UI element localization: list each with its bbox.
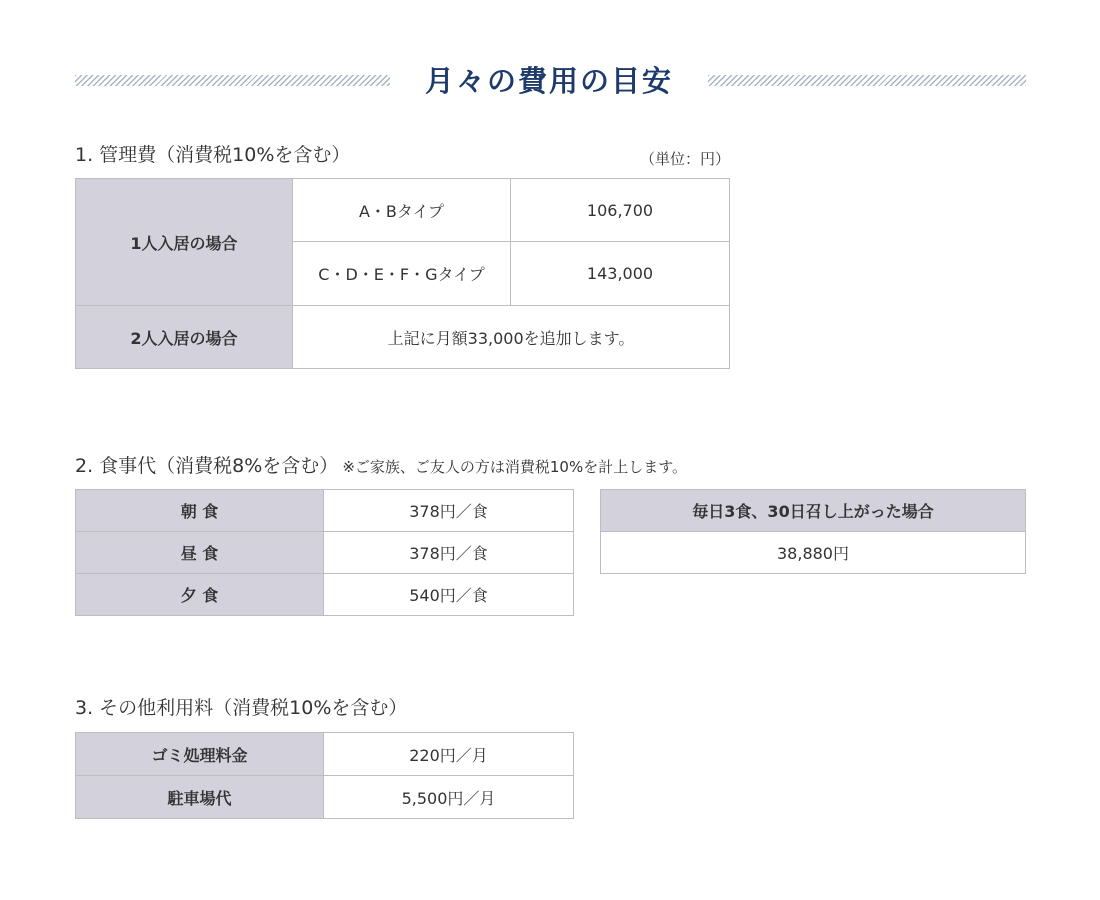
table-row xyxy=(76,490,574,532)
management-fee-heading: 1. 管理費（消費税10%を含む） xyxy=(75,144,351,166)
meal-label: 朝 食 xyxy=(76,490,324,532)
single-occupancy-label: 1人入居の場合 xyxy=(76,179,293,306)
monthly-meal-table xyxy=(600,489,1026,574)
table-row xyxy=(76,574,574,616)
meal-label: 昼 食 xyxy=(76,532,324,574)
table-row xyxy=(601,490,1026,532)
unit-label: （単位：円） xyxy=(640,150,731,168)
other-fee-heading: 3. その他利用料（消費税10%を含む） xyxy=(75,697,408,719)
table-row xyxy=(76,532,574,574)
table-row xyxy=(76,306,730,369)
page-title-banner xyxy=(75,58,1026,104)
meal-price: 378円／食 xyxy=(324,532,574,574)
table-row xyxy=(76,179,730,242)
title-decoration-left xyxy=(75,75,390,86)
monthly-meal-header: 毎日3食、30日召し上がった場合 xyxy=(601,490,1026,532)
page-title: 月々の費用の目安 xyxy=(424,64,673,98)
monthly-meal-value: 38,880円 xyxy=(601,532,1026,574)
price-cell: 106,700 xyxy=(511,179,730,242)
table-row xyxy=(76,733,574,776)
meal-fee-table xyxy=(75,489,574,616)
double-occupancy-value: 上記に月額33,000を追加します。 xyxy=(293,306,730,369)
meal-fee-heading xyxy=(75,451,687,478)
meal-fee-note: ※ご家族、ご友人の方は消費税10%を計上します。 xyxy=(342,458,688,476)
management-fee-table xyxy=(75,178,730,369)
fee-price: 220円／月 xyxy=(324,733,574,776)
room-type-cell: A・Bタイプ xyxy=(293,179,511,242)
fee-label: 駐車場代 xyxy=(76,776,324,819)
table-row xyxy=(601,532,1026,574)
meal-price: 540円／食 xyxy=(324,574,574,616)
meal-price: 378円／食 xyxy=(324,490,574,532)
meal-fee-heading-text: 2. 食事代（消費税8%を含む） xyxy=(75,455,339,477)
meal-label: 夕 食 xyxy=(76,574,324,616)
price-cell: 143,000 xyxy=(511,242,730,306)
title-decoration-right xyxy=(708,75,1026,86)
other-fee-table xyxy=(75,732,574,819)
fee-label: ゴミ処理料金 xyxy=(76,733,324,776)
double-occupancy-label: 2人入居の場合 xyxy=(76,306,293,369)
fee-price: 5,500円／月 xyxy=(324,776,574,819)
table-row xyxy=(76,776,574,819)
room-type-cell: C・D・E・F・Gタイプ xyxy=(293,242,511,306)
